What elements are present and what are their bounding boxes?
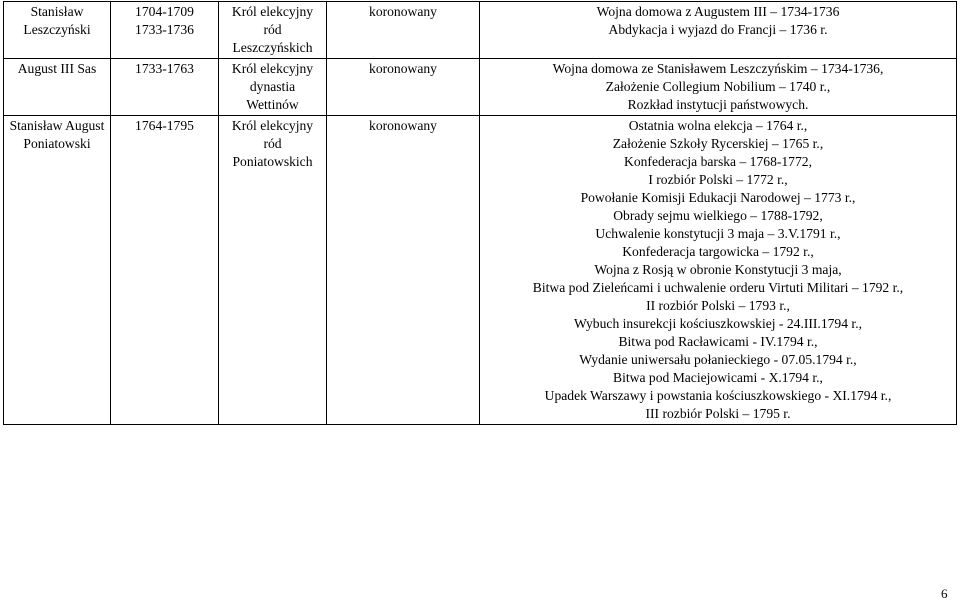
reign-years-cell <box>111 116 219 425</box>
events-line: Abdykacja i wyjazd do Francji – 1736 r. <box>608 22 828 37</box>
events-cell <box>480 2 957 59</box>
events-line: Wydanie uniwersału połanieckiego - 07.05.1794 r., <box>579 352 857 367</box>
reign-years-line: 1733-1763 <box>135 61 194 76</box>
events-line: III rozbiór Polski – 1795 r. <box>645 406 791 421</box>
events-line: Uchwalenie konstytucji 3 maja – 3.V.1791 r., <box>595 226 841 241</box>
monarch-name-line: Poniatowski <box>23 136 91 151</box>
monarch-name-line: Stanisław <box>30 4 84 19</box>
events-line: Założenie Collegium Nobilium – 1740 r., <box>605 79 831 94</box>
reign-years-line: 1733-1736 <box>135 22 194 37</box>
dynasty-line: ród <box>263 136 282 151</box>
reign-years-line: 1704-1709 <box>135 4 194 19</box>
events-line: Założenie Szkoły Rycerskiej – 1765 r., <box>612 136 824 151</box>
dynasty-line: Król elekcyjny <box>231 118 314 133</box>
coronation-cell <box>327 59 480 116</box>
events-line: Obrady sejmu wielkiego – 1788-1792, <box>613 208 823 223</box>
dynasty-line: dynastia <box>249 79 296 94</box>
events-line: Bitwa pod Maciejowicami - X.1794 r., <box>613 370 823 385</box>
events-cell <box>480 59 957 116</box>
events-line: Powołanie Komisji Edukacji Narodowej – 1773 r., <box>580 190 856 205</box>
events-line: Upadek Warszawy i powstania kościuszkowskiego - XI.1794 r., <box>544 388 892 403</box>
monarch-name-line: Stanisław August <box>9 118 105 133</box>
events-line: Wojna domowa ze Stanisławem Leszczyńskim – 1734-1736, <box>552 61 884 76</box>
dynasty-cell <box>219 116 327 425</box>
events-line: Bitwa pod Zieleńcami i uchwalenie orderu Virtuti Militari – 1792 r., <box>532 280 904 295</box>
monarch-name-cell <box>4 116 111 425</box>
coronation-text: koronowany <box>369 4 437 19</box>
table-row <box>4 116 957 425</box>
events-line: Wojna z Rosją w obronie Konstytucji 3 maja, <box>594 262 842 277</box>
table-row <box>4 59 957 116</box>
monarch-name-line: August III Sas <box>17 61 97 76</box>
page-number: 6 <box>941 586 948 601</box>
events-cell <box>480 116 957 425</box>
dynasty-line: Poniatowskich <box>232 154 313 169</box>
events-line: Ostatnia wolna elekcja – 1764 r., <box>628 118 808 133</box>
events-line: Rozkład instytucji państwowych. <box>627 97 809 112</box>
monarch-name-cell <box>4 59 111 116</box>
dynasty-line: Wettinów <box>246 97 299 112</box>
events-line: I rozbiór Polski – 1772 r., <box>648 172 788 187</box>
events-line: II rozbiór Polski – 1793 r., <box>646 298 790 313</box>
reign-years-cell <box>111 59 219 116</box>
coronation-cell <box>327 2 480 59</box>
coronation-text: koronowany <box>369 118 437 133</box>
dynasty-cell <box>219 2 327 59</box>
kings-table-body <box>4 2 957 425</box>
coronation-text: koronowany <box>369 61 437 76</box>
dynasty-line: Leszczyńskich <box>232 40 313 55</box>
events-line: Bitwa pod Racławicami - IV.1794 r., <box>618 334 818 349</box>
events-line: Konfederacja barska – 1768-1772, <box>624 154 812 169</box>
events-line: Konfederacja targowicka – 1792 r., <box>622 244 814 259</box>
table-row <box>4 2 957 59</box>
events-line: Wojna domowa z Augustem III – 1734-1736 <box>596 4 840 19</box>
monarch-name-line: Leszczyński <box>23 22 91 37</box>
dynasty-line: Król elekcyjny <box>231 61 314 76</box>
monarch-name-cell <box>4 2 111 59</box>
dynasty-cell <box>219 59 327 116</box>
dynasty-line: ród <box>263 22 282 37</box>
reign-years-cell <box>111 2 219 59</box>
reign-years-line: 1764-1795 <box>135 118 194 133</box>
coronation-cell <box>327 116 480 425</box>
dynasty-line: Król elekcyjny <box>231 4 314 19</box>
events-line: Wybuch insurekcji kościuszkowskiej - 24.III.1794 r., <box>574 316 862 331</box>
kings-table <box>3 1 957 425</box>
